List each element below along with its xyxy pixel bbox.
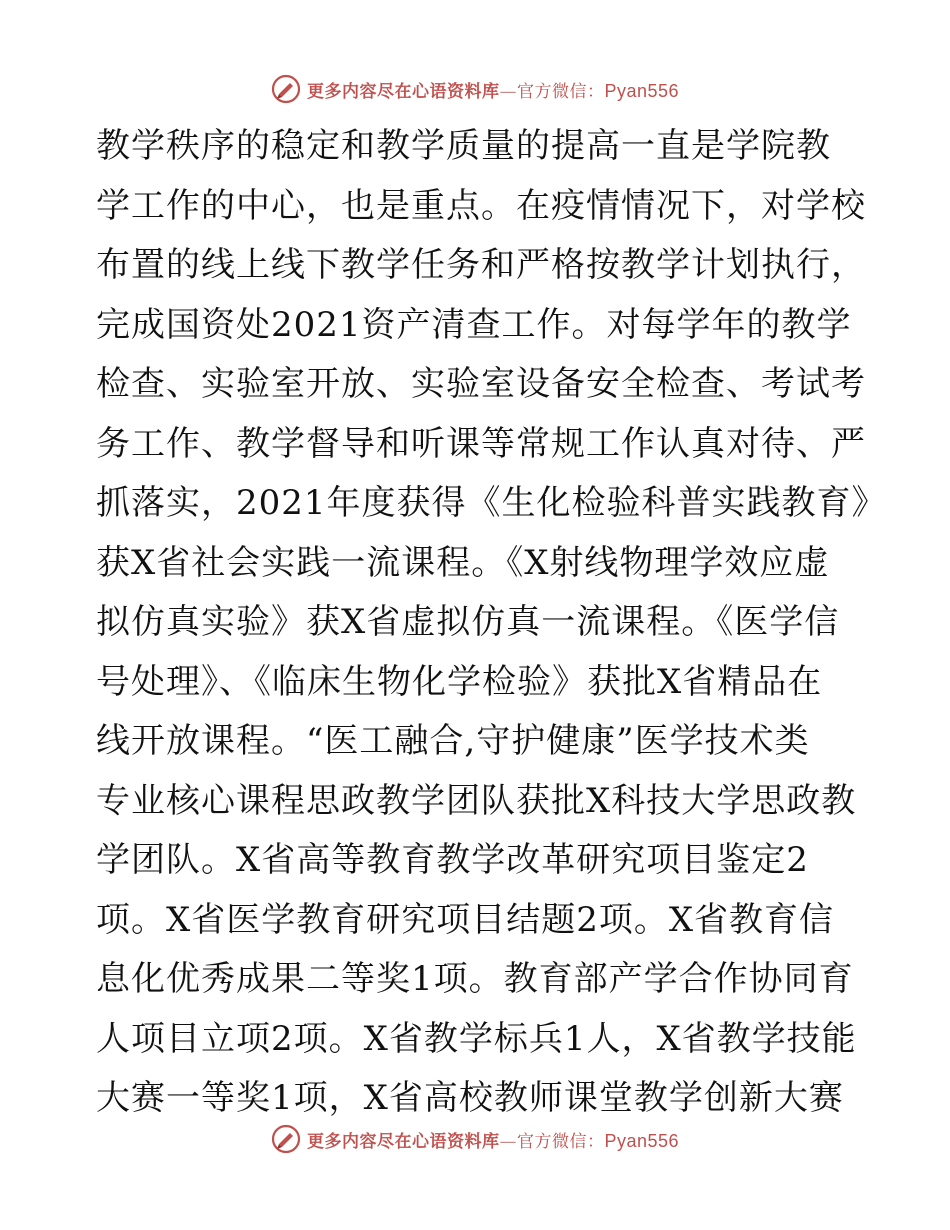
- watermark-main: 更多内容尽在心语资料库: [306, 81, 500, 102]
- pen-logo-icon: [271, 1124, 301, 1154]
- watermark-official: 官方微信：: [516, 1131, 605, 1152]
- text-line: 完成国资处2021资产清查工作。对每学年的教学: [96, 305, 852, 345]
- text-line: 线开放课程。“医工融合,守护健康”医学技术类: [96, 721, 810, 761]
- text-line: 人项目立项2项。X省教学标兵1人，X省教学技能: [96, 1019, 857, 1059]
- text-line: 获X省社会实践一流课程。《X射线物理学效应虚: [96, 543, 830, 583]
- text-line: 学工作的中心，也是重点。在疫情情况下，对学校: [96, 186, 866, 226]
- footer-watermark: [0, 1124, 950, 1154]
- text-line: 学团队。X省高等教育教学改革研究项目鉴定2: [96, 840, 809, 880]
- watermark-official: 官方微信：: [516, 81, 605, 102]
- pen-logo-icon: [271, 74, 301, 104]
- watermark-text: [307, 77, 679, 102]
- watermark-separator: —: [499, 1131, 517, 1152]
- text-line: 抓落实，2021年度获得《生化检验科普实践教育》: [96, 483, 887, 523]
- watermark-text: [307, 1127, 679, 1152]
- watermark-wechat-id: Pyan556: [604, 80, 680, 101]
- text-line: 布置的线上线下教学任务和严格按教学计划执行，: [96, 245, 866, 285]
- header-watermark: [0, 74, 950, 104]
- text-line: 务工作、教学督导和听课等常规工作认真对待、严: [96, 424, 866, 464]
- watermark-wechat-id: Pyan556: [604, 1130, 680, 1151]
- text-line: 拟仿真实验》获X省虚拟仿真一流课程。《医学信: [96, 602, 840, 642]
- watermark-separator: —: [499, 81, 517, 102]
- text-line: 项。X省医学教育研究项目结题2项。X省教育信: [96, 900, 835, 940]
- text-line: 教学秩序的稳定和教学质量的提高一直是学院教: [96, 126, 831, 166]
- text-line: 专业核心课程思政教学团队获批X科技大学思政教: [96, 781, 857, 821]
- text-line: 号处理》、《临床生物化学检验》获批X省精品在: [96, 662, 823, 702]
- text-line: 检查、实验室开放、实验室设备安全检查、考试考: [96, 364, 866, 404]
- text-line: 息化优秀成果二等奖1项。教育部产学合作协同育: [96, 959, 854, 999]
- watermark-main: 更多内容尽在心语资料库: [306, 1131, 500, 1152]
- text-line: 大赛一等奖1项，X省高校教师课堂教学创新大赛: [96, 1078, 844, 1118]
